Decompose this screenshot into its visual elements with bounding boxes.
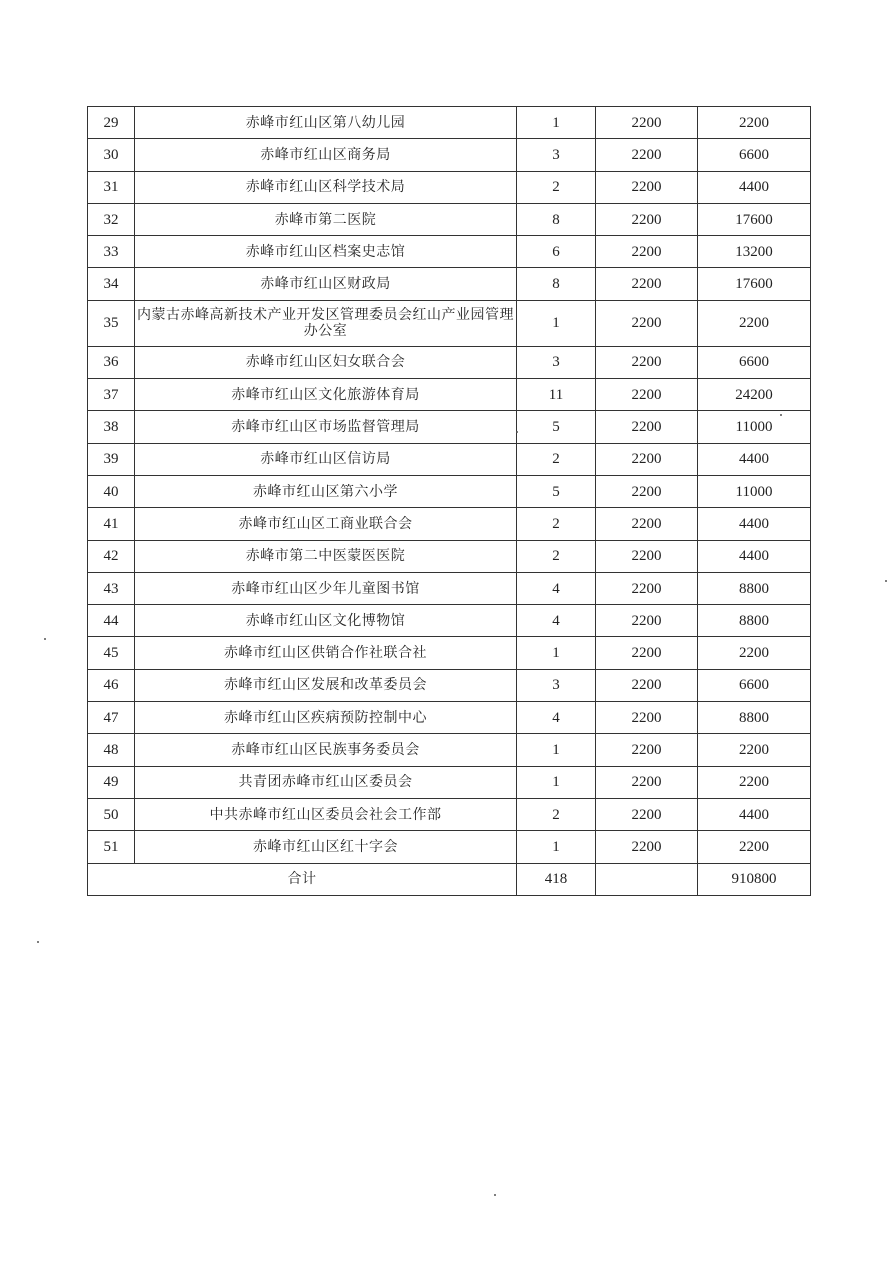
person-count-cell: 3 [517,139,596,171]
person-count-cell: 1 [517,300,596,346]
scan-speck [516,431,518,433]
person-count-cell: 6 [517,236,596,268]
table-row [88,766,811,798]
unit-name-cell: 赤峰市红山区文化旅游体育局 [135,379,517,411]
row-number-cell: 49 [88,766,135,798]
unit-name-cell: 赤峰市红山区少年儿童图书馆 [135,572,517,604]
unit-name-cell: 赤峰市第二医院 [135,203,517,235]
table-row [88,475,811,507]
unit-name-cell: 内蒙古赤峰高新技术产业开发区管理委员会红山产业园管理办公室 [135,300,517,346]
table-row [88,107,811,139]
person-count-cell: 8 [517,268,596,300]
person-count-cell: 2 [517,508,596,540]
row-number-cell: 43 [88,572,135,604]
standard-cell: 2200 [596,203,698,235]
unit-name-cell: 赤峰市红山区科学技术局 [135,171,517,203]
scan-speck [780,414,782,416]
person-count-cell: 1 [517,766,596,798]
person-count-cell: 8 [517,203,596,235]
amount-cell: 6600 [698,346,811,378]
unit-name-cell: 赤峰市红山区信访局 [135,443,517,475]
total-count-cell: 418 [517,863,596,895]
amount-cell: 6600 [698,139,811,171]
unit-name-cell: 赤峰市红山区疾病预防控制中心 [135,702,517,734]
amount-cell: 2200 [698,831,811,863]
row-number-cell: 35 [88,300,135,346]
unit-name-cell: 赤峰市红山区供销合作社联合社 [135,637,517,669]
standard-cell: 2200 [596,171,698,203]
table-row [88,203,811,235]
standard-cell: 2200 [596,379,698,411]
amount-cell: 4400 [698,443,811,475]
table-body [88,107,811,896]
person-count-cell: 4 [517,702,596,734]
standard-cell: 2200 [596,669,698,701]
row-number-cell: 32 [88,203,135,235]
row-number-cell: 37 [88,379,135,411]
person-count-cell: 2 [517,171,596,203]
amount-cell: 11000 [698,475,811,507]
standard-cell: 2200 [596,572,698,604]
amount-cell: 8800 [698,605,811,637]
amount-cell: 4400 [698,798,811,830]
amount-cell: 2200 [698,734,811,766]
person-count-cell: 1 [517,831,596,863]
row-number-cell: 45 [88,637,135,669]
amount-cell: 2200 [698,107,811,139]
amount-cell: 17600 [698,203,811,235]
row-number-cell: 51 [88,831,135,863]
total-amount-cell: 910800 [698,863,811,895]
unit-name-cell: 赤峰市红山区市场监督管理局 [135,411,517,443]
person-count-cell: 4 [517,605,596,637]
table-row [88,300,811,346]
standard-cell: 2200 [596,831,698,863]
standard-cell: 2200 [596,605,698,637]
standard-cell: 2200 [596,637,698,669]
unit-name-cell: 赤峰市红山区民族事务委员会 [135,734,517,766]
standard-cell: 2200 [596,475,698,507]
standard-cell: 2200 [596,107,698,139]
unit-name-cell: 赤峰市红山区第六小学 [135,475,517,507]
scan-speck [37,941,39,943]
amount-cell: 13200 [698,236,811,268]
scan-speck [885,580,887,582]
row-number-cell: 30 [88,139,135,171]
row-number-cell: 36 [88,346,135,378]
amount-cell: 24200 [698,379,811,411]
row-number-cell: 42 [88,540,135,572]
person-count-cell: 2 [517,798,596,830]
row-number-cell: 46 [88,669,135,701]
amount-cell: 2200 [698,300,811,346]
person-count-cell: 1 [517,107,596,139]
table-row [88,443,811,475]
person-count-cell: 2 [517,443,596,475]
row-number-cell: 29 [88,107,135,139]
person-count-cell: 3 [517,346,596,378]
amount-cell: 4400 [698,540,811,572]
table-row [88,411,811,443]
unit-name-cell: 赤峰市红山区第八幼儿园 [135,107,517,139]
standard-cell: 2200 [596,508,698,540]
table-row [88,798,811,830]
table-row [88,268,811,300]
table-row [88,702,811,734]
unit-name-cell: 赤峰市红山区发展和改革委员会 [135,669,517,701]
amount-cell: 4400 [698,508,811,540]
row-number-cell: 38 [88,411,135,443]
table-row [88,508,811,540]
person-count-cell: 5 [517,475,596,507]
row-number-cell: 40 [88,475,135,507]
table-row [88,139,811,171]
scan-speck [494,1194,496,1196]
person-count-cell: 11 [517,379,596,411]
amount-cell: 2200 [698,766,811,798]
allocation-table [87,106,811,896]
person-count-cell: 5 [517,411,596,443]
standard-cell: 2200 [596,268,698,300]
unit-name-cell: 赤峰市第二中医蒙医医院 [135,540,517,572]
table-row [88,540,811,572]
unit-name-cell: 赤峰市红山区档案史志馆 [135,236,517,268]
amount-cell: 4400 [698,171,811,203]
table-row [88,831,811,863]
standard-cell: 2200 [596,540,698,572]
person-count-cell: 1 [517,734,596,766]
amount-cell: 11000 [698,411,811,443]
unit-name-cell: 赤峰市红山区财政局 [135,268,517,300]
standard-cell: 2200 [596,139,698,171]
standard-cell: 2200 [596,702,698,734]
table-row [88,346,811,378]
table-row [88,637,811,669]
standard-cell: 2200 [596,766,698,798]
amount-cell: 6600 [698,669,811,701]
total-label-cell: 合计 [88,863,517,895]
table-row [88,669,811,701]
scan-speck [44,638,46,640]
table-row [88,605,811,637]
row-number-cell: 41 [88,508,135,540]
row-number-cell: 47 [88,702,135,734]
table-row [88,734,811,766]
row-number-cell: 39 [88,443,135,475]
amount-cell: 8800 [698,572,811,604]
standard-cell: 2200 [596,346,698,378]
table-row [88,171,811,203]
row-number-cell: 33 [88,236,135,268]
table-row [88,572,811,604]
row-number-cell: 34 [88,268,135,300]
standard-cell: 2200 [596,300,698,346]
unit-name-cell: 赤峰市红山区商务局 [135,139,517,171]
amount-cell: 8800 [698,702,811,734]
unit-name-cell: 赤峰市红山区妇女联合会 [135,346,517,378]
person-count-cell: 3 [517,669,596,701]
standard-cell: 2200 [596,411,698,443]
unit-name-cell: 赤峰市红山区红十字会 [135,831,517,863]
amount-cell: 2200 [698,637,811,669]
person-count-cell: 1 [517,637,596,669]
unit-name-cell: 中共赤峰市红山区委员会社会工作部 [135,798,517,830]
row-number-cell: 31 [88,171,135,203]
standard-cell: 2200 [596,236,698,268]
standard-cell: 2200 [596,734,698,766]
standard-cell: 2200 [596,798,698,830]
total-standard-cell [596,863,698,895]
unit-name-cell: 共青团赤峰市红山区委员会 [135,766,517,798]
row-number-cell: 48 [88,734,135,766]
table-row [88,379,811,411]
amount-cell: 17600 [698,268,811,300]
person-count-cell: 2 [517,540,596,572]
row-number-cell: 50 [88,798,135,830]
row-number-cell: 44 [88,605,135,637]
table-row [88,236,811,268]
unit-name-cell: 赤峰市红山区文化博物馆 [135,605,517,637]
person-count-cell: 4 [517,572,596,604]
total-row [88,863,811,895]
standard-cell: 2200 [596,443,698,475]
unit-name-cell: 赤峰市红山区工商业联合会 [135,508,517,540]
